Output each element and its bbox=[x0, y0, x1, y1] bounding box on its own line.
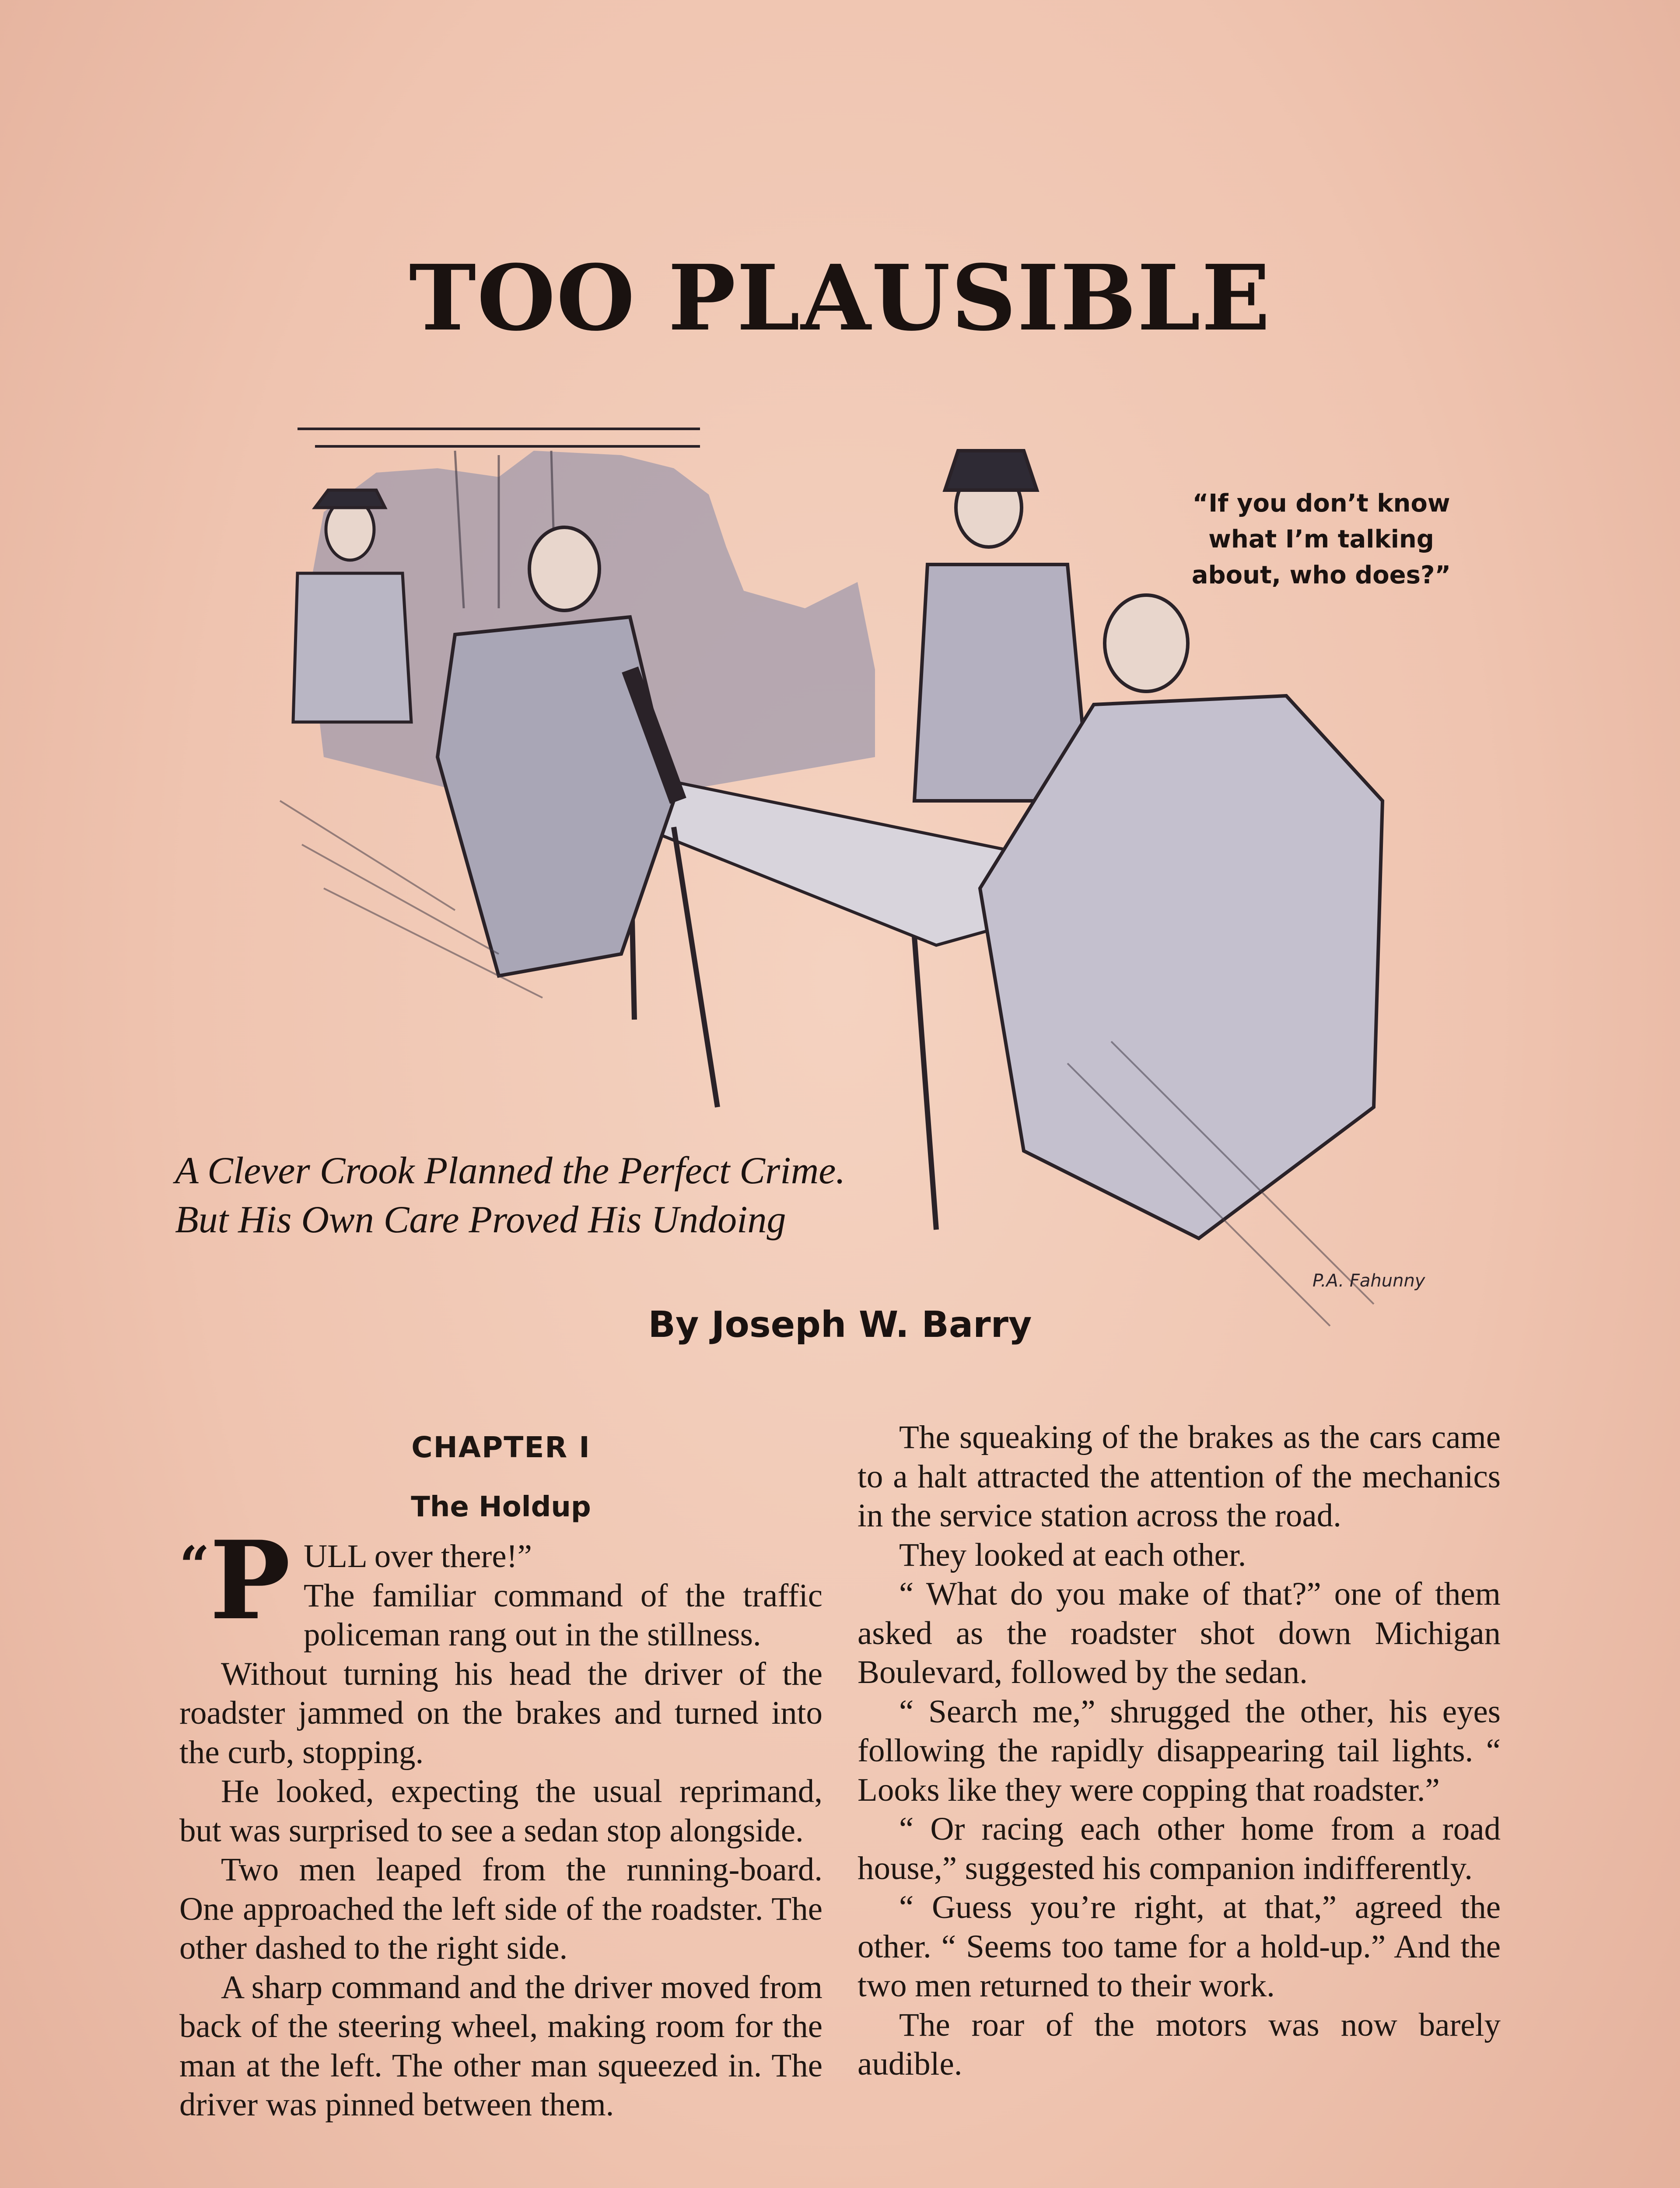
paragraph-10: “ Or racing each other home from a road house,” suggested his companion indifferently. bbox=[858, 1811, 1501, 1886]
paragraph-12: The roar of the motors was now barely audible. bbox=[858, 2006, 1501, 2082]
paragraph-6: The squeaking of the brakes as the cars came to a halt attracted the attention of the mechanics in the service station across the road. bbox=[858, 1419, 1501, 1534]
paragraph-9: “ Search me,” shrugged the other, his eyes following the rapidly disappearing tail lights. “ Looks like they were copping that roadster.” bbox=[858, 1693, 1501, 1808]
subtitle-line-1: A Clever Crook Planned the Perfect Crime. bbox=[175, 1150, 846, 1192]
drop-cap-letter: P bbox=[210, 1518, 291, 1644]
paragraph-7: They looked at each other. bbox=[899, 1536, 1246, 1573]
subtitle-line-2: But His Own Care Proved His Undoing bbox=[175, 1199, 786, 1241]
paragraph-11: “ Guess you’re right, at that,” agreed the other. “ Seems too tame for a hold-up.” And the two men returned to their work. bbox=[858, 1889, 1501, 2004]
drop-cap bbox=[179, 1518, 291, 1644]
author-byline: By Joseph W. Barry bbox=[648, 1304, 1032, 1346]
paragraph-4: Two men leaped from the running-board. One approached the left side of the roadster. The other dashed to the right side. bbox=[179, 1851, 822, 1966]
illustration-caption-quote: “If you don’t know what I’m talking about, who does?” bbox=[1191, 489, 1451, 589]
paragraph-1: The familiar command of the traffic policeman rang out in the stillness. bbox=[304, 1577, 822, 1653]
paragraph-2: Without turning his head the driver of the roadster jammed on the brakes and turned into the curb, stopping. bbox=[179, 1655, 822, 1771]
hat-man-figure bbox=[914, 451, 1089, 801]
chapter-subheading: The Holdup bbox=[411, 1491, 591, 1523]
illustrator-signature: P.A. Fahunny bbox=[1312, 1271, 1425, 1291]
chapter-heading: CHAPTER I bbox=[411, 1431, 591, 1464]
text-column-left bbox=[179, 1418, 822, 2125]
paragraph-3: He looked, expecting the usual reprimand, but was surprised to see a sedan stop alongside. bbox=[179, 1773, 822, 1849]
paragraph-5: A sharp command and the driver moved from back of the steering wheel, making room for the man at the left. The other man squeezed in. The driver was pinned between them. bbox=[179, 1969, 822, 2123]
text-column-right bbox=[858, 1418, 1501, 2084]
paragraph-8: “ What do you make of that?” one of them asked as the roadster shot down Michigan Boulevard, followed by the sedan. bbox=[858, 1576, 1501, 1690]
drop-cap-quote: “ bbox=[179, 1535, 210, 1596]
story-subtitle bbox=[175, 1147, 962, 1245]
story-title: TOO PLAUSIBLE bbox=[409, 245, 1271, 351]
opening-paragraph bbox=[179, 1518, 822, 1655]
drop-cap-rest: ULL over there!” bbox=[304, 1538, 532, 1574]
